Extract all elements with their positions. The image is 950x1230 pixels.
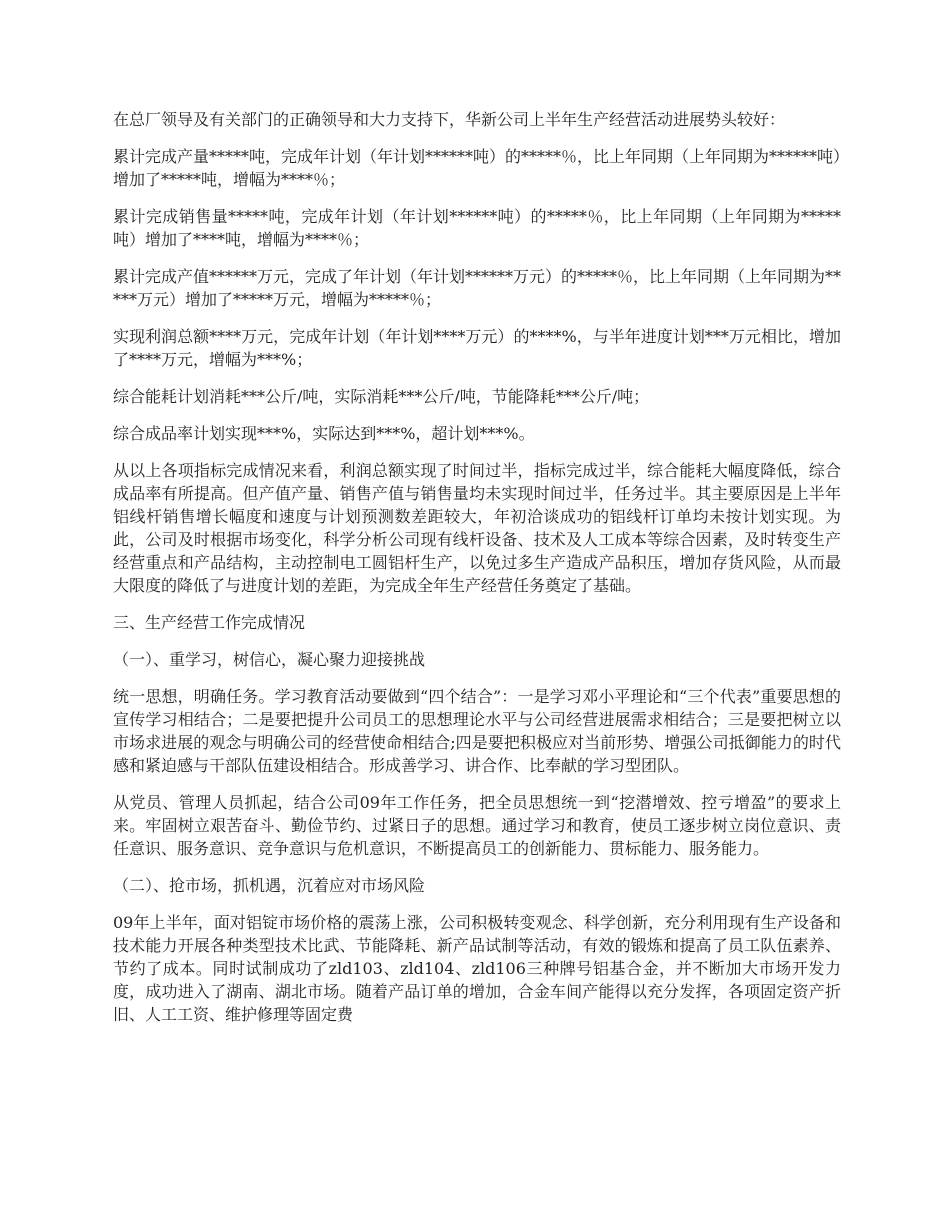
paragraph-study: 统一思想，明确任务。学习教育活动要做到“四个结合”：一是学习邓小平理论和“三个代表”重要思想的宣传学习相结合；二是要把提升公司员工的思想理论水平与公司经营进展需求相结合；三是要把树立以市场求进展的观念与明确公司的经营使命相结合;四是要把积极应对当前形势、增强公司抵御能力的时代感和紧迫感与干部队伍建设相结合。形成善学习、讲合作、比奉献的学习型团队。	[113, 687, 841, 775]
paragraph-yield: 综合成品率计划实现***%，实际达到***%，超计划***%。	[113, 424, 535, 443]
paragraph-sales-volume: 累计完成销售量*****吨，完成年计划（年计划******吨）的*****％，比上年同期（上年同期为*****吨）增加了****吨，增幅为****％；	[113, 207, 841, 249]
subsection-heading-2: （二）、抢市场，抓机遇，沉着应对市场风险	[113, 876, 426, 895]
paragraph-energy: 综合能耗计划消耗***公斤/吨，实际消耗***公斤/吨，节能降耗***公斤/吨；	[113, 387, 650, 406]
paragraph-output: 累计完成产量*****吨，完成年计划（年计划******吨）的*****％，比上年同期（上年同期为******吨）增加了*****吨，增幅为****％；	[113, 147, 842, 189]
paragraph-intro: 在总厂领导及有关部门的正确领导和大力支持下，华新公司上半年生产经营活动进展势头较好：	[113, 110, 786, 129]
document-body	[113, 108, 841, 1040]
paragraph-analysis: 从以上各项指标完成情况来看，利润总额实现了时间过半，指标完成过半，综合能耗大幅度降低，综合成品率有所提高。但产值产量、销售产值与销售量均未实现时间过半，任务过半。其主要原因是上半年铝线杆销售增长幅度和速度与计划预测数差距较大，年初洽谈成功的铝线杆订单均未按计划实现。为此，公司及时根据市场变化，科学分析公司现有线杆设备、技术及人工成本等综合因素，及时转变生产经营重点和产品结构，主动控制电工圆铝杆生产，以免过多生产造成产品积压，增加存货风险，从而最大限度的降低了与进度计划的差距，为完成全年生产经营任务奠定了基础。	[113, 461, 841, 595]
paragraph-output-value: 累计完成产值******万元，完成了年计划（年计划******万元）的*****％，比上年同期（上年同期为*****万元）增加了*****万元，增幅为*****％；	[113, 267, 842, 309]
subsection-heading-1: （一）、重学习，树信心，凝心聚力迎接挑战	[113, 650, 426, 669]
paragraph-market: 09年上半年，面对铝锭市场价格的震荡上涨，公司积极转变观念、科学创新，充分利用现有生产设备和技术能力开展各种类型技术比武、节能降耗、新产品试制等活动，有效的锻炼和提高了员工队伍素养、节约了成本。同时试制成功了zld103、zld104、zld106三种牌号铝基合金，并不断加大市场开发力度，成功进入了湖南、湖北市场。随着产品订单的增加，合金车间产能得以充分发挥，各项固定资产折旧、人工工资、维护修理等固定费	[113, 913, 841, 1024]
paragraph-mindset: 从党员、管理人员抓起，结合公司09年工作任务，把全员思想统一到“挖潜增效、控亏增盈”的要求上来。牢固树立艰苦奋斗、勤俭节约、过紧日子的思想。通过学习和教育，使员工逐步树立岗位意识、责任意识、服务意识、竞争意识与危机意识，不断提高员工的创新能力、贯标能力、服务能力。	[113, 793, 841, 858]
section-heading-3: 三、生产经营工作完成情况	[113, 613, 306, 632]
paragraph-profit: 实现利润总额****万元，完成年计划（年计划****万元）的****%，与半年进度计划***万元相比，增加了****万元，增幅为***%；	[113, 327, 841, 369]
